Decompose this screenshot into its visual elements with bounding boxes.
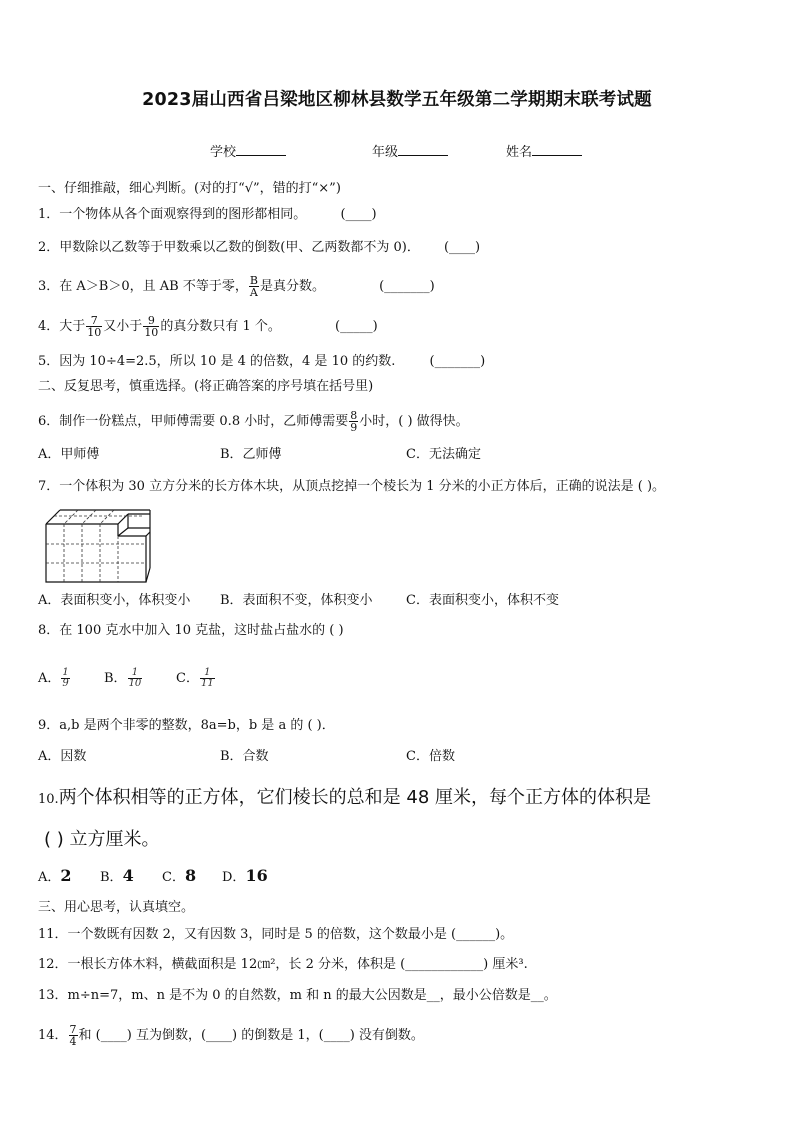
question-10 [38,783,651,809]
q1-number: 1． [38,207,60,222]
q8-option-c-fraction [200,668,215,689]
q8-option-b[interactable] [104,668,143,689]
q3-text-pre: 在 A＞B＞0，且 AB 不等于零， [59,279,248,294]
section-2-heading: 二、反复思考，慎重选择。(将正确答案的序号填在括号里) [38,379,374,394]
q9-option-c[interactable]: C．倍数 [406,749,455,764]
q4-fraction-1 [86,315,102,338]
question-12 [38,957,528,973]
q4-fraction-1-numerator: 7 [86,315,102,327]
q7-option-c[interactable]: C．表面积变小，体积不变 [406,593,559,608]
q6-text-post: 小时，( ) 做得快。 [359,414,469,429]
q14-number: 14． [38,1028,68,1043]
grade-label: 年级 [372,145,399,160]
grade-field [372,141,448,160]
q10-option-d[interactable] [222,868,268,886]
q1-text: 一个物体从各个面观察得到的图形都相同。 [59,207,307,222]
q3-blank: (_______) [379,279,435,294]
q10-option-a-value: 2 [60,866,72,885]
q10-option-c-label: C． [162,870,185,885]
question-4 [38,315,378,338]
question-3 [38,275,435,298]
q6-option-c[interactable]: C．无法确定 [406,447,481,462]
q4-fraction-1-denominator: 10 [87,326,102,339]
q10-option-b[interactable] [100,868,134,886]
q10-text-line-2: ( ) 立方厘米。 [44,829,160,850]
school-label: 学校 [210,145,237,160]
q3-text-post: 是真分数。 [259,279,325,294]
q7-option-b[interactable]: B．表面积不变，体积变小 [220,593,373,608]
q8-option-c-denominator: 11 [200,678,214,689]
page-title: 2023届山西省吕梁地区柳林县数学五年级第二学期期末联考试题 [142,90,652,110]
q6-number: 6． [38,414,60,429]
q10-option-d-value: 16 [245,866,268,885]
q10-option-c[interactable] [162,868,196,886]
q14-fraction-denominator: 4 [69,1035,77,1048]
q1-blank: (____) [340,207,377,222]
q8-option-b-label: B． [104,671,127,686]
q14-fraction [69,1024,78,1047]
q2-number: 2． [38,240,60,255]
section-1-heading: 一、仔细推敲，细心判断。(对的打“√”，错的打“×”) [38,181,341,196]
q3-fraction-denominator: A [249,286,258,299]
q3-fraction-numerator: B [249,274,258,287]
q6-fraction [349,410,358,433]
q10-option-b-label: B． [100,870,123,885]
q8-option-b-numerator: 1 [128,668,143,679]
q4-number: 4． [38,319,60,334]
q10-option-a[interactable] [38,868,72,886]
q6-fraction-numerator: 8 [350,409,358,422]
q10-number: 10. [38,792,59,807]
section-3-heading: 三、用心思考，认真填空。 [38,900,195,915]
q12-text: 一根长方体木料，横截面积是 12㎝²，长 2 分米，体积是 (____________) 厘米³. [67,957,528,972]
q4-fraction-2-numerator: 9 [143,315,159,327]
q13-text: m÷n=7，m、n 是不为 0 的自然数，m 和 n 的最大公因数是__，最小公倍数是__。 [67,988,557,1003]
q8-option-c-label: C． [176,671,199,686]
cuboid-figure [44,506,154,584]
q9-option-a[interactable]: A．因数 [38,749,87,764]
question-9 [38,718,335,734]
q11-number: 11． [38,927,68,942]
q7-option-a[interactable]: A．表面积变小，体积变小 [38,593,191,608]
question-14 [38,1024,424,1047]
q8-option-c[interactable] [176,668,216,689]
q4-text-a: 大于 [59,319,86,334]
q8-number: 8． [38,623,60,638]
q11-text: 一个数既有因数 2，又有因数 3，同时是 5 的倍数，这个数最小是 (______)。 [67,927,514,942]
question-8 [38,623,344,639]
q7-number: 7． [38,479,60,494]
q8-option-a-numerator: 1 [62,667,69,678]
q9-number: 9． [38,718,60,733]
q9-text: a,b 是两个非零的整数，8a=b，b 是 a 的 ( )． [59,718,335,733]
q8-text: 在 100 克水中加入 10 克盐，这时盐占盐水的 ( ) [59,623,344,638]
q5-blank: (_______) [429,354,486,369]
q2-text: 甲数除以乙数等于甲数乘以乙数的倒数(甲、乙两数都不为 0)． [59,240,420,255]
grade-blank [398,143,448,156]
q10-option-a-label: A． [38,870,61,885]
q10-option-c-value: 8 [184,866,197,885]
q4-fraction-2 [143,315,159,338]
q8-option-a-label: A． [38,671,61,686]
question-1 [38,207,377,223]
q14-fraction-numerator: 7 [69,1023,77,1036]
q6-text-pre: 制作一份糕点，甲师傅需要 0.8 小时，乙师傅需要 [59,414,349,429]
q4-fraction-2-denominator: 10 [144,326,159,339]
q3-fraction [249,275,259,298]
q8-option-a[interactable] [38,668,71,689]
name-label: 姓名 [506,145,533,160]
q8-option-b-denominator: 10 [128,678,142,689]
school-blank [236,143,286,156]
q2-blank: (____) [443,240,481,255]
name-blank [532,143,582,156]
question-5 [38,354,485,370]
q3-number: 3． [38,279,60,294]
question-2 [38,240,480,256]
q8-option-c-numerator: 1 [200,668,215,679]
q8-option-b-fraction [128,668,143,689]
q8-option-a-denominator: 9 [62,678,69,689]
q13-number: 13． [38,988,68,1003]
q6-fraction-denominator: 9 [350,421,358,434]
name-field [506,141,582,160]
q14-text: 和 (____) 互为倒数，(____) 的倒数是 1，(____) 没有倒数。 [78,1028,424,1043]
school-field [210,141,286,160]
q10-option-d-label: D． [222,870,246,885]
q5-number: 5． [38,354,60,369]
q6-option-a[interactable]: A．甲师傅 [38,447,100,462]
question-13 [38,988,557,1004]
q10-option-b-value: 4 [122,866,134,885]
q6-option-b[interactable]: B．乙师傅 [220,447,282,462]
q4-text-b: 又小于 [103,319,143,334]
q10-text-line-1: 两个体积相等的正方体，它们棱长的总和是 48 厘米，每个正方体的体积是 [58,787,652,808]
q7-text: 一个体积为 30 立方分米的长方体木块，从顶点挖掉一个棱长为 1 分米的小正方体后，正确的说法是 ( )。 [59,479,666,494]
q9-option-b[interactable]: B．合数 [220,749,269,764]
question-6 [38,410,469,433]
q8-option-a-fraction [61,668,69,689]
q4-blank: (_____) [335,319,378,334]
q5-text: 因为 10÷4=2.5，所以 10 是 4 的倍数，4 是 10 的约数. [59,354,396,369]
q4-text-c: 的真分数只有 1 个。 [160,319,281,334]
q12-number: 12． [38,957,68,972]
question-11 [38,927,513,943]
question-7 [38,479,665,495]
